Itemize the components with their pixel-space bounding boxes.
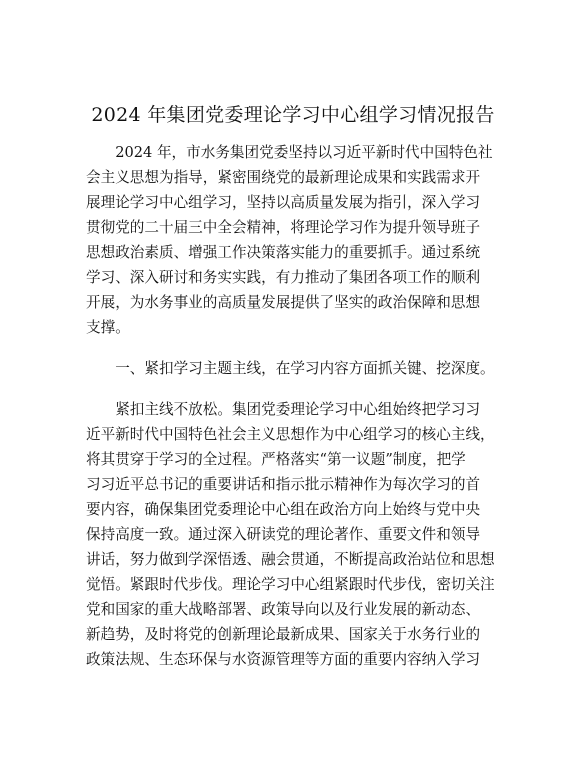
- text-line: 展理论学习中心组学习，坚持以高质量发展为指引，深入学习: [86, 194, 481, 211]
- text-line: 学习、深入研讨和务实实践，有力推动了集团各项工作的顺利: [86, 269, 481, 286]
- paragraph-intro: [86, 140, 506, 340]
- text-line: 讲话，努力做到学深悟透、融会贯通，不断提高政治站位和思想: [86, 551, 495, 568]
- text-line: 新趋势，及时将党的创新理论最新成果、国家关于水务行业的: [86, 626, 481, 643]
- text-line: 思想政治素质、增强工作决策落实能力的重要抓手。通过系统: [86, 244, 481, 261]
- text-line: 习习近平总书记的重要讲话和指示批示精神作为每次学习的首: [86, 476, 481, 493]
- text-line: 贯彻党的二十届三中全会精神，将理论学习作为提升领导班子: [86, 219, 481, 236]
- text-line: 党和国家的重大战略部署、政策导向以及行业发展的新动态、: [86, 601, 481, 618]
- text-line: 将其贯穿于学习的全过程。严格落实“第一议题”制度，把学: [86, 451, 466, 468]
- text-line: 紧扣主线不放松。集团党委理论学习中心组始终把学习习: [86, 401, 481, 418]
- text-line: 政策法规、生态环保与水资源管理等方面的重要内容纳入学习: [86, 651, 481, 668]
- text-line: 支撑。: [86, 319, 130, 336]
- paragraph-spacer: [86, 340, 506, 356]
- text-line: 会主义思想为指导，紧密围绕党的最新理论成果和实践需求开: [86, 169, 481, 186]
- text-line: 要内容，确保集团党委理论中心组在政治方向上始终与党中央: [86, 501, 481, 518]
- paragraph-spacer: [86, 381, 506, 397]
- document-body: [86, 140, 506, 672]
- text-line: 近平新时代中国特色社会主义思想作为中心组学习的核心主线，: [86, 426, 495, 443]
- text-line: 2024 年，市水务集团党委坚持以习近平新时代中国特色社: [86, 144, 493, 161]
- text-line: 一、紧扣学习主题主线，在学习内容方面抓关键、挖深度。: [86, 360, 495, 377]
- text-line: 保持高度一致。通过深入研读党的理论著作、重要文件和领导: [86, 526, 481, 543]
- document-title: 2024 年集团党委理论学习中心组学习情况报告: [91, 104, 495, 126]
- text-line: 开展，为水务事业的高质量发展提供了坚实的政治保障和思想: [86, 294, 481, 311]
- text-line: 觉悟。紧跟时代步伐。理论学习中心组紧跟时代步伐，密切关注: [86, 576, 495, 593]
- section-heading: [86, 356, 506, 381]
- paragraph-main-line: [86, 397, 506, 672]
